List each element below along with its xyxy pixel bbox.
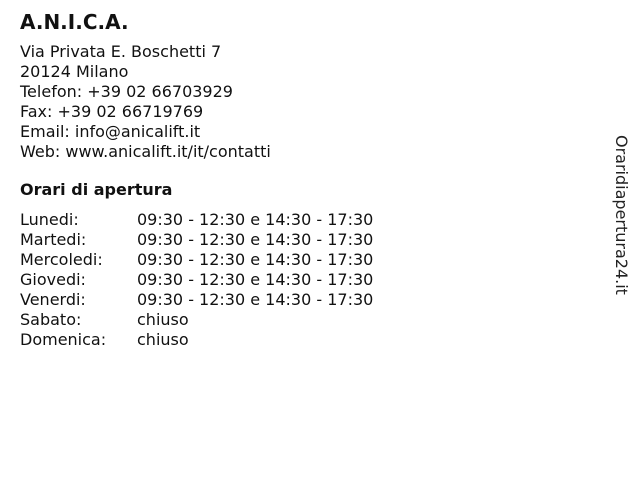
hours-row-saturday <box>20 310 580 330</box>
day-label: Giovedi: <box>20 270 86 289</box>
fax-number: Fax: +39 02 66719769 <box>20 102 204 121</box>
business-card <box>20 10 580 350</box>
business-name: A.N.I.C.A. <box>20 10 129 34</box>
time-value: 09:30 - 12:30 e 14:30 - 17:30 <box>137 290 374 309</box>
phone-number: Telefon: +39 02 66703929 <box>20 82 233 101</box>
hours-row-tuesday <box>20 230 580 250</box>
day-label: Venerdi: <box>20 290 86 309</box>
time-value: 09:30 - 12:30 e 14:30 - 17:30 <box>137 230 374 249</box>
hours-row-wednesday <box>20 250 580 270</box>
hours-row-monday <box>20 210 580 230</box>
day-label: Domenica: <box>20 330 107 349</box>
time-value: chiuso <box>137 330 189 349</box>
hours-row-friday <box>20 290 580 310</box>
day-label: Martedi: <box>20 230 87 249</box>
opening-hours-table <box>20 210 580 350</box>
site-watermark <box>607 135 639 310</box>
hours-row-thursday <box>20 270 580 290</box>
time-value: 09:30 - 12:30 e 14:30 - 17:30 <box>137 210 374 229</box>
day-label: Sabato: <box>20 310 82 329</box>
hours-row-sunday <box>20 330 580 350</box>
time-value: 09:30 - 12:30 e 14:30 - 17:30 <box>137 250 374 269</box>
day-label: Mercoledi: <box>20 250 103 269</box>
address-city: 20124 Milano <box>20 62 129 81</box>
opening-hours-title: Orari di apertura <box>20 180 173 199</box>
time-value: 09:30 - 12:30 e 14:30 - 17:30 <box>137 270 374 289</box>
website-url: Web: www.anicalift.it/it/contatti <box>20 142 271 161</box>
watermark-text: Oraridiapertura24.it <box>612 135 631 295</box>
time-value: chiuso <box>137 310 189 329</box>
address-street: Via Privata E. Boschetti 7 <box>20 42 222 61</box>
day-label: Lunedi: <box>20 210 79 229</box>
email-address: Email: info@anicalift.it <box>20 122 201 141</box>
